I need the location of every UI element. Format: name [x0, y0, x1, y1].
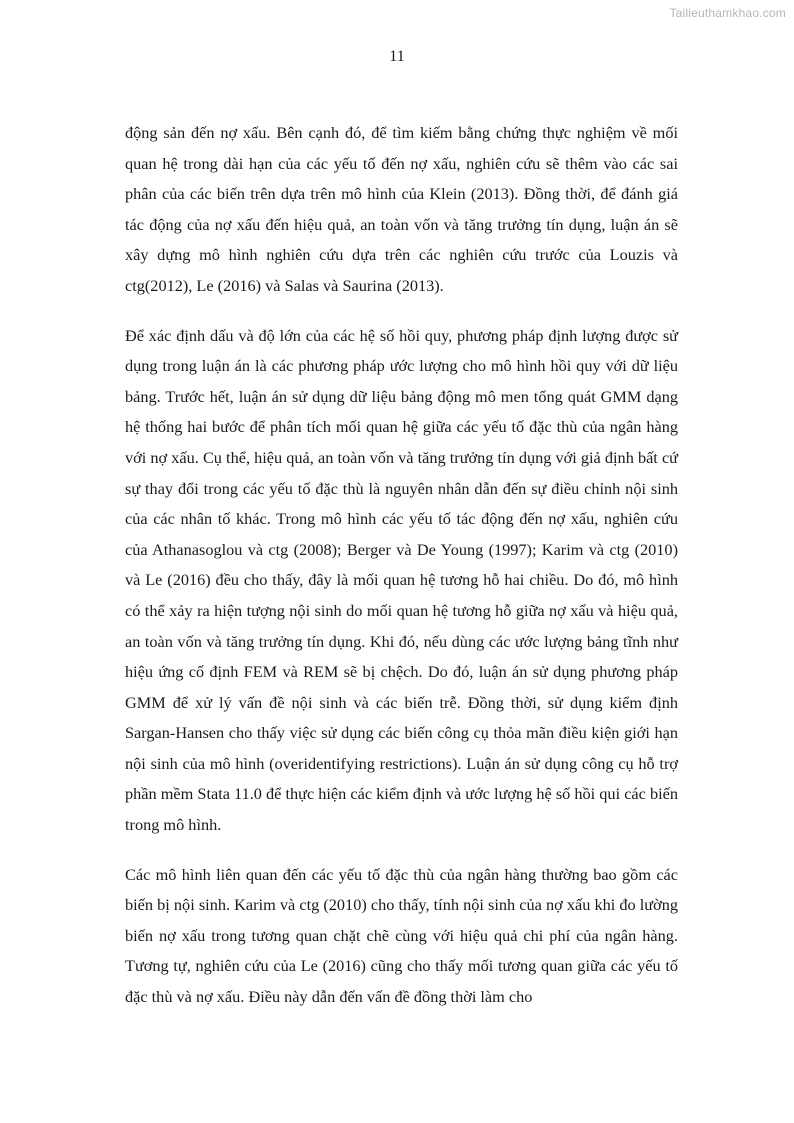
page-number: 11	[389, 48, 405, 65]
paragraph-3: Các mô hình liên quan đến các yếu tố đặc thù của ngân hàng thường bao gồm các biến bị nội sinh. Karim và ctg (2010) cho thấy, tính nội sinh của nợ xấu khi đo lường biến nợ xấu trong tương quan chặt chẽ cùng với hiệu quả chi phí của ngân hàng. Tương tự, nghiên cứu của Le (2016) cũng cho thấy mối tương quan giữa các yếu tố đặc thù và nợ xấu. Điều này dẫn đến vấn đề đồng thời làm cho	[125, 864, 678, 1007]
document-body	[125, 118, 678, 1032]
paragraph-2: Để xác định dấu và độ lớn của các hệ số hồi quy, phương pháp định lượng được sử dụng trong luận án là các phương pháp ước lượng cho mô hình hồi quy với dữ liệu bảng. Trước hết, luận án sử dụng dữ liệu bảng động mô men tổng quát GMM dạng hệ thống hai bước để phân tích mối quan hệ giữa các yếu tố đặc thù của ngân hàng với nợ xấu. Cụ thể, hiệu quả, an toàn vốn và tăng trưởng tín dụng với giả định bất cứ sự thay đổi trong các yếu tố đặc thù là nguyên nhân dẫn đến sự điều chỉnh nội sinh của các nhân tố khác. Trong mô hình các yếu tố tác động đến nợ xấu, nghiên cứu của Athanasoglou và ctg (2008); Berger và De Young (1997); Karim và ctg (2010) và Le (2016) đều cho thấy, đây là mối quan hệ tương hỗ hai chiều. Do đó, mô hình có thể xảy ra hiện tượng nội sinh do mối quan hệ tương hỗ giữa nợ xấu và hiệu quả, an toàn vốn và tăng trưởng tín dụng. Khi đó, nếu dùng các ước lượng bảng tĩnh như hiệu ứng cố định FEM và REM sẽ bị chệch. Do đó, luận án sử dụng phương pháp GMM để xử lý vấn đề nội sinh và các biến trễ. Đồng thời, sử dụng kiểm định Sargan-Hansen cho thấy việc sử dụng các biến công cụ thỏa mãn điều kiện giới hạn nội sinh của mô hình (overidentifying restrictions). Luận án sử dụng công cụ hỗ trợ phần mềm Stata 11.0 để thực hiện các kiểm định và ước lượng hệ số hồi qui các biến trong mô hình.	[125, 325, 678, 835]
watermark: Tailieuthamkhao.com	[669, 6, 786, 20]
paragraph-1: động sản đến nợ xấu. Bên cạnh đó, để tìm kiếm bằng chứng thực nghiệm về mối quan hệ trong dài hạn của các yếu tố đến nợ xấu, nghiên cứu sẽ thêm vào các sai phân của các biến trên dựa trên mô hình của Klein (2013). Đồng thời, để đánh giá tác động của nợ xấu đến hiệu quả, an toàn vốn và tăng trưởng tín dụng, luận án sẽ xây dựng mô hình nghiên cứu dựa trên các nghiên cứu trước của Louzis và ctg(2012), Le (2016) và Salas và Saurina (2013).	[125, 123, 678, 295]
